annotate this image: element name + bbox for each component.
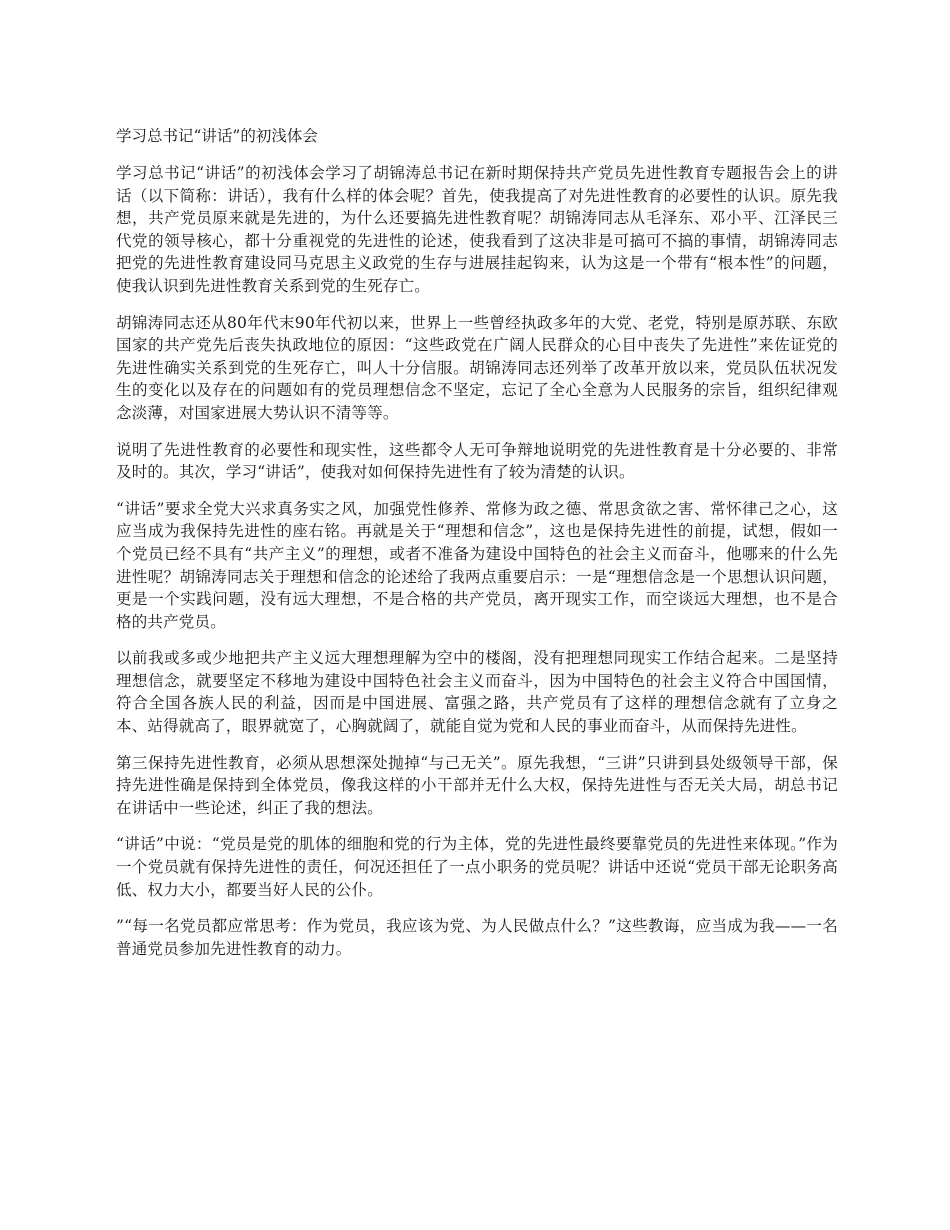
paragraph-7: “讲话”中说：“党员是党的肌体的细胞和党的行为主体，党的先进性最终要靠党员的先进性来体现。”作为一个党员就有保持先进性的责任，何况还担任了一点小职务的党员呢？讲话中还说“党员干部无论职务高低、权力大小，都要当好人民的公仆。 (116, 835, 838, 899)
paragraph-1: 学习总书记“讲话”的初浅体会学习了胡锦涛总书记在新时期保持共产党员先进性教育专题报告会上的讲话（以下简称：讲话），我有什么样的体会呢？首先，使我提高了对先进性教育的必要性的认识。原先我想，共产党员原来就是先进的，为什么还要搞先进性教育呢？胡锦涛同志从毛泽东、邓小平、江泽民三代党的领导核心，都十分重视党的先进性的论述，使我看到了这决非是可搞可不搞的事情，胡锦涛同志把党的先进性教育建设同马克思主义政党的生存与进展挂起钩来，认为这是一个带有“根本性”的问题，使我认识到先进性教育关系到党的生死存亡。 (116, 164, 838, 295)
paragraph-8: ”“每一名党员都应常思考：作为党员，我应该为党、为人民做点什么？”这些教诲，应当成为我——一名普通党员参加先进性教育的动力。 (116, 917, 838, 958)
document-title: 学习总书记“讲话”的初浅体会 (116, 127, 318, 145)
paragraph-4: “讲话”要求全党大兴求真务实之风，加强党性修养、常修为政之德、常思贪欲之害、常怀律己之心，这应当成为我保持先进性的座右铭。再就是关于“理想和信念”，这也是保持先进性的前提，试想，假如一个党员已经不具有“共产主义”的理想，或者不准备为建设中国特色的社会主义而奋斗，他哪来的什么先进性呢？胡锦涛同志关于理想和信念的论述给了我两点重要启示：一是“理想信念是一个思想认识问题，更是一个实践问题，没有远大理想，不是合格的共产党员，离开现实工作，而空谈远大理想，也不是合格的共产党员。 (116, 499, 838, 631)
document-page (116, 124, 838, 974)
paragraph-2: 胡锦涛同志还从80年代末90年代初以来，世界上一些曾经执政多年的大党、老党，特别是原苏联、东欧国家的共产党先后丧失执政地位的原因：“这些政党在广阔人民群众的心目中丧失了先进性”来佐证党的先进性确实关系到党的生死存亡，叫人十分信服。胡锦涛同志还列举了改革开放以来，党员队伍状况发生的变化以及存在的问题如有的党员理想信念不坚定，忘记了全心全意为人民服务的宗旨，组织纪律观念淡薄，对国家进展大势认识不清等等。 (116, 313, 838, 422)
paragraph-6: 第三保持先进性教育，必须从思想深处抛掉“与己无关”。原先我想，“三讲”只讲到县处级领导干部，保持先进性确是保持到全体党员，像我这样的小干部并无什么大权，保持先进性与否无关大局，胡总书记在讲话中一些论述，纠正了我的想法。 (116, 753, 838, 817)
paragraph-5: 以前我或多或少地把共产主义远大理想理解为空中的楼阁，没有把理想同现实工作结合起来。二是坚持理想信念，就要坚定不移地为建设中国特色社会主义而奋斗，因为中国特色的社会主义符合中国国情，符合全国各族人民的利益，因而是中国进展、富强之路，共产党员有了这样的理想信念就有了立身之本、站得就高了，眼界就宽了，心胸就阔了，就能自觉为党和人民的事业而奋斗，从而保持先进性。 (116, 649, 838, 736)
paragraph-3: 说明了先进性教育的必要性和现实性，这些都令人无可争辩地说明党的先进性教育是十分必要的、非常及时的。其次，学习“讲话”，使我对如何保持先进性有了较为清楚的认识。 (116, 440, 838, 482)
